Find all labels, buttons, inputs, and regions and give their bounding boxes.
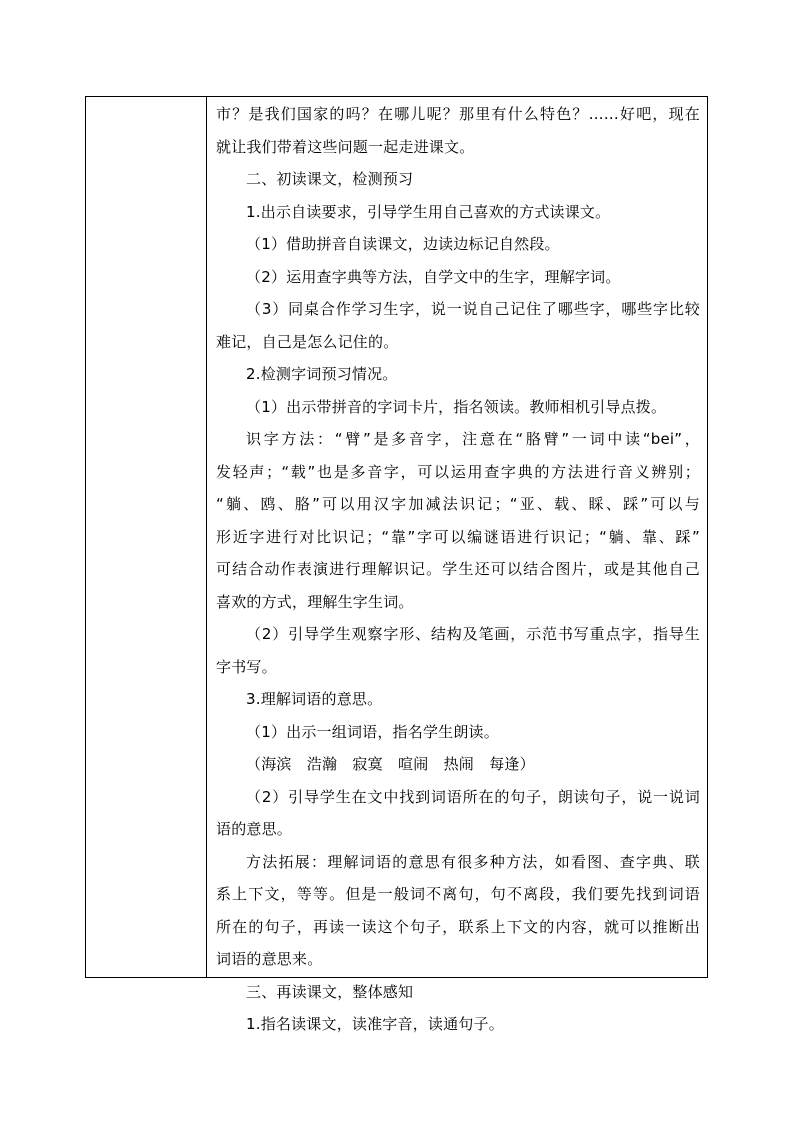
lesson-plan-table	[85, 96, 708, 1033]
text-line: 方法拓展：理解词语的意思有很多种方法，如看图、查字典、联	[246, 852, 700, 871]
text-line: 系上下文，等等。但是一般词不离句，句不离段，我们要先找到词语	[216, 885, 700, 903]
table-content-cell	[207, 97, 707, 1033]
text-line: （海滨 浩瀚 寂寞 喧闹 热闹 每逢）	[246, 755, 535, 773]
text-line: 识字方法：“臂”是多音字，注意在“胳臂”一词中读“bei”，	[246, 430, 700, 448]
text-line: （1）出示一组词语，指名学生朗读。	[246, 722, 499, 741]
text-line: 市？是我们国家的吗？在哪儿呢？那里有什么特色？……好吧，现在	[216, 105, 700, 123]
text-line: 2.检测字词预习情况。	[246, 365, 398, 383]
text-line: 语的意思。	[216, 820, 293, 838]
text-line: 1.出示自读要求，引导学生用自己喜欢的方式读课文。	[246, 202, 611, 221]
text-line: 词语的意思来。	[216, 950, 323, 968]
text-line: （2）引导学生在文中找到词语所在的句子，朗读句子，说一说词	[246, 787, 700, 806]
text-line: （1）借助拼音自读课文，边读边标记自然段。	[246, 235, 560, 253]
text-line: （1）出示带拼音的字词卡片，指名领读。教师相机引导点拨。	[246, 397, 667, 416]
table-left-column	[86, 97, 207, 977]
text-line: 三、再读课文，整体感知	[246, 982, 414, 1001]
text-line: （3）同桌合作学习生字，说一说自己记住了哪些字，哪些字比较	[246, 300, 700, 318]
text-line: （2）运用查字典等方法，自学文中的生字，理解字词。	[246, 267, 621, 286]
text-line: （2）引导学生观察字形、结构及笔画，示范书写重点字，指导生	[246, 625, 700, 643]
text-line: “躺、鸥、胳”可以用汉字加减法识记；“亚、载、睬、踩”可以与	[216, 495, 700, 513]
text-line: 3.理解词语的意思。	[246, 690, 383, 708]
text-line: 喜欢的方式，理解生字生词。	[216, 592, 414, 611]
text-line: 发轻声；“载”也是多音字，可以运用查字典的方法进行音义辨别；	[216, 462, 700, 481]
text-line: 字书写。	[216, 657, 277, 676]
text-line: 1.指名读课文，读准字音，读通句子。	[246, 1015, 504, 1033]
text-line: 形近字进行对比识记；“靠”字可以编谜语进行识记；“躺、靠、踩”	[216, 527, 700, 546]
text-line: 所在的句子，再读一读这个句子，联系上下文的内容，就可以推断出	[216, 917, 700, 936]
text-line: 就让我们带着这些问题一起走进课文。	[216, 137, 475, 156]
text-line: 可结合动作表演进行理解识记。学生还可以结合图片，或是其他自己	[216, 560, 700, 578]
text-line: 难记，自己是怎么记住的。	[216, 332, 399, 351]
text-line: 二、初读课文，检测预习	[246, 170, 414, 188]
